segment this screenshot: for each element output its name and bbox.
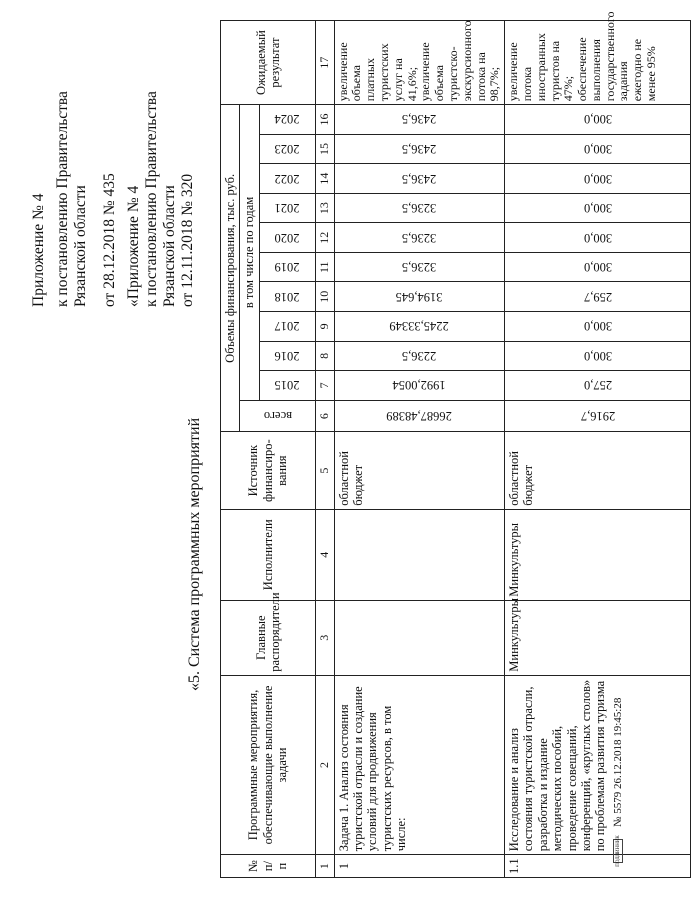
- row-year-value: 300,0: [505, 223, 691, 253]
- row-manager: Минкультуры: [505, 600, 691, 675]
- row-source: областной бюджет: [505, 432, 691, 509]
- row-year-value: 300,0: [505, 105, 691, 135]
- year-cell: 2023: [259, 134, 315, 164]
- row-result: увеличение объема платных туристских услуг на 41,6%; увеличение объема туристско-экскурсионного потока на 98,7%;: [334, 21, 505, 105]
- row-measure: Задача 1. Анализ состояния туристской отрасли и создание условий для продвижения туристских ресурсов, в том числе:: [334, 675, 505, 855]
- year-cell: 2016: [259, 341, 315, 371]
- row-manager: [334, 600, 505, 675]
- row-num: 1.1: [505, 855, 691, 878]
- row-year-value: 300,0: [505, 134, 691, 164]
- header-by-years: в том числе по годам: [240, 105, 259, 400]
- header-total: всего: [240, 400, 315, 432]
- year-cell: 2022: [259, 164, 315, 194]
- column-number: 7: [315, 371, 334, 401]
- header-result: Ожидаемый результат: [221, 21, 316, 105]
- row-measure: Исследование и анализ состояния туристской отрасли, разработка и издание методических пособий, проведение совещаний, конференций, «круглых столов» по проблемам развития туризма: [505, 675, 691, 855]
- column-number: 6: [315, 400, 334, 432]
- document-reference: № 5579 26.12.2018 19:45:28: [612, 697, 624, 827]
- header-executors: Исполнители: [221, 509, 316, 600]
- row-executor: [334, 509, 505, 600]
- row-total: 26687,48389: [334, 400, 505, 432]
- row-year-value: 257,0: [505, 371, 691, 401]
- year-cell: 2018: [259, 282, 315, 312]
- header-line: к постановлению Правительства: [53, 91, 71, 307]
- column-number: 3: [315, 600, 334, 675]
- row-year-value: 259,7: [505, 282, 691, 312]
- column-number: 8: [315, 341, 334, 371]
- row-result: увеличение потока иностранных туристов на 47%; обеспечение выполнения государственного задания ежегодно не менее 95%: [505, 21, 691, 105]
- column-number: 9: [315, 312, 334, 342]
- column-number: 15: [315, 134, 334, 164]
- appendix-number: Приложение № 4: [30, 193, 47, 307]
- row-source: областной бюджет: [334, 432, 505, 509]
- header-line: Рязанской области: [160, 185, 178, 307]
- document-footer: [612, 697, 624, 867]
- header-measures: Программные мероприятия, обеспечивающие выполнение задачи: [221, 675, 316, 855]
- header-num: № п/п: [221, 855, 316, 878]
- row-year-value: 2436,5: [334, 164, 505, 194]
- header-source: Источник финансиро-вания: [221, 432, 316, 509]
- document-header: [30, 17, 197, 307]
- row-year-value: 300,0: [505, 193, 691, 223]
- column-number: 16: [315, 105, 334, 135]
- column-number: 14: [315, 164, 334, 194]
- row-executor: Минкультуры: [505, 509, 691, 600]
- row-year-value: 3194,645: [334, 282, 505, 312]
- year-cell: 2015: [259, 371, 315, 401]
- header-line: от 12.11.2018 № 320: [178, 173, 196, 307]
- registration-stamp: ПОДЛИННИК: [613, 839, 623, 863]
- row-year-value: 3236,5: [334, 193, 505, 223]
- column-number: 1: [315, 855, 334, 878]
- row-year-value: 1992,0054: [334, 371, 505, 401]
- column-number-row: [315, 21, 334, 878]
- table-row: [505, 21, 691, 878]
- row-year-value: 3236,5: [334, 223, 505, 253]
- year-cell: 2024: [259, 105, 315, 135]
- row-year-value: 2236,5: [334, 341, 505, 371]
- column-number: 12: [315, 223, 334, 253]
- row-year-value: 300,0: [505, 164, 691, 194]
- header-row: [221, 21, 240, 878]
- column-number: 4: [315, 509, 334, 600]
- column-number: 11: [315, 252, 334, 282]
- row-year-value: 2436,5: [334, 105, 505, 135]
- column-number: 2: [315, 675, 334, 855]
- column-number: 10: [315, 282, 334, 312]
- year-cell: 2017: [259, 312, 315, 342]
- header-line: к постановлению Правительства: [143, 91, 161, 307]
- year-cell: 2020: [259, 223, 315, 253]
- row-year-value: 300,0: [505, 341, 691, 371]
- year-cell: 2021: [259, 193, 315, 223]
- header-line: Рязанской области: [71, 185, 89, 307]
- column-number: 13: [315, 193, 334, 223]
- row-year-value: 2245,33349: [334, 312, 505, 342]
- header-funding: Объемы финансирования, тыс. руб.: [221, 105, 240, 432]
- decree-date: от 28.12.2018 № 435: [101, 173, 119, 307]
- table-row: [334, 21, 505, 878]
- column-number: 17: [315, 21, 334, 105]
- row-year-value: 2436,5: [334, 134, 505, 164]
- row-year-value: 300,0: [505, 252, 691, 282]
- row-total: 2916,7: [505, 400, 691, 432]
- header-line: «Приложение № 4: [125, 185, 143, 307]
- year-cell: 2019: [259, 252, 315, 282]
- row-num: 1: [334, 855, 505, 878]
- row-year-value: 300,0: [505, 312, 691, 342]
- section-title: «5. Система программных мероприятий: [186, 417, 203, 691]
- row-year-value: 3236,5: [334, 252, 505, 282]
- column-number: 5: [315, 432, 334, 509]
- header-managers: Главные распорядители: [221, 600, 316, 675]
